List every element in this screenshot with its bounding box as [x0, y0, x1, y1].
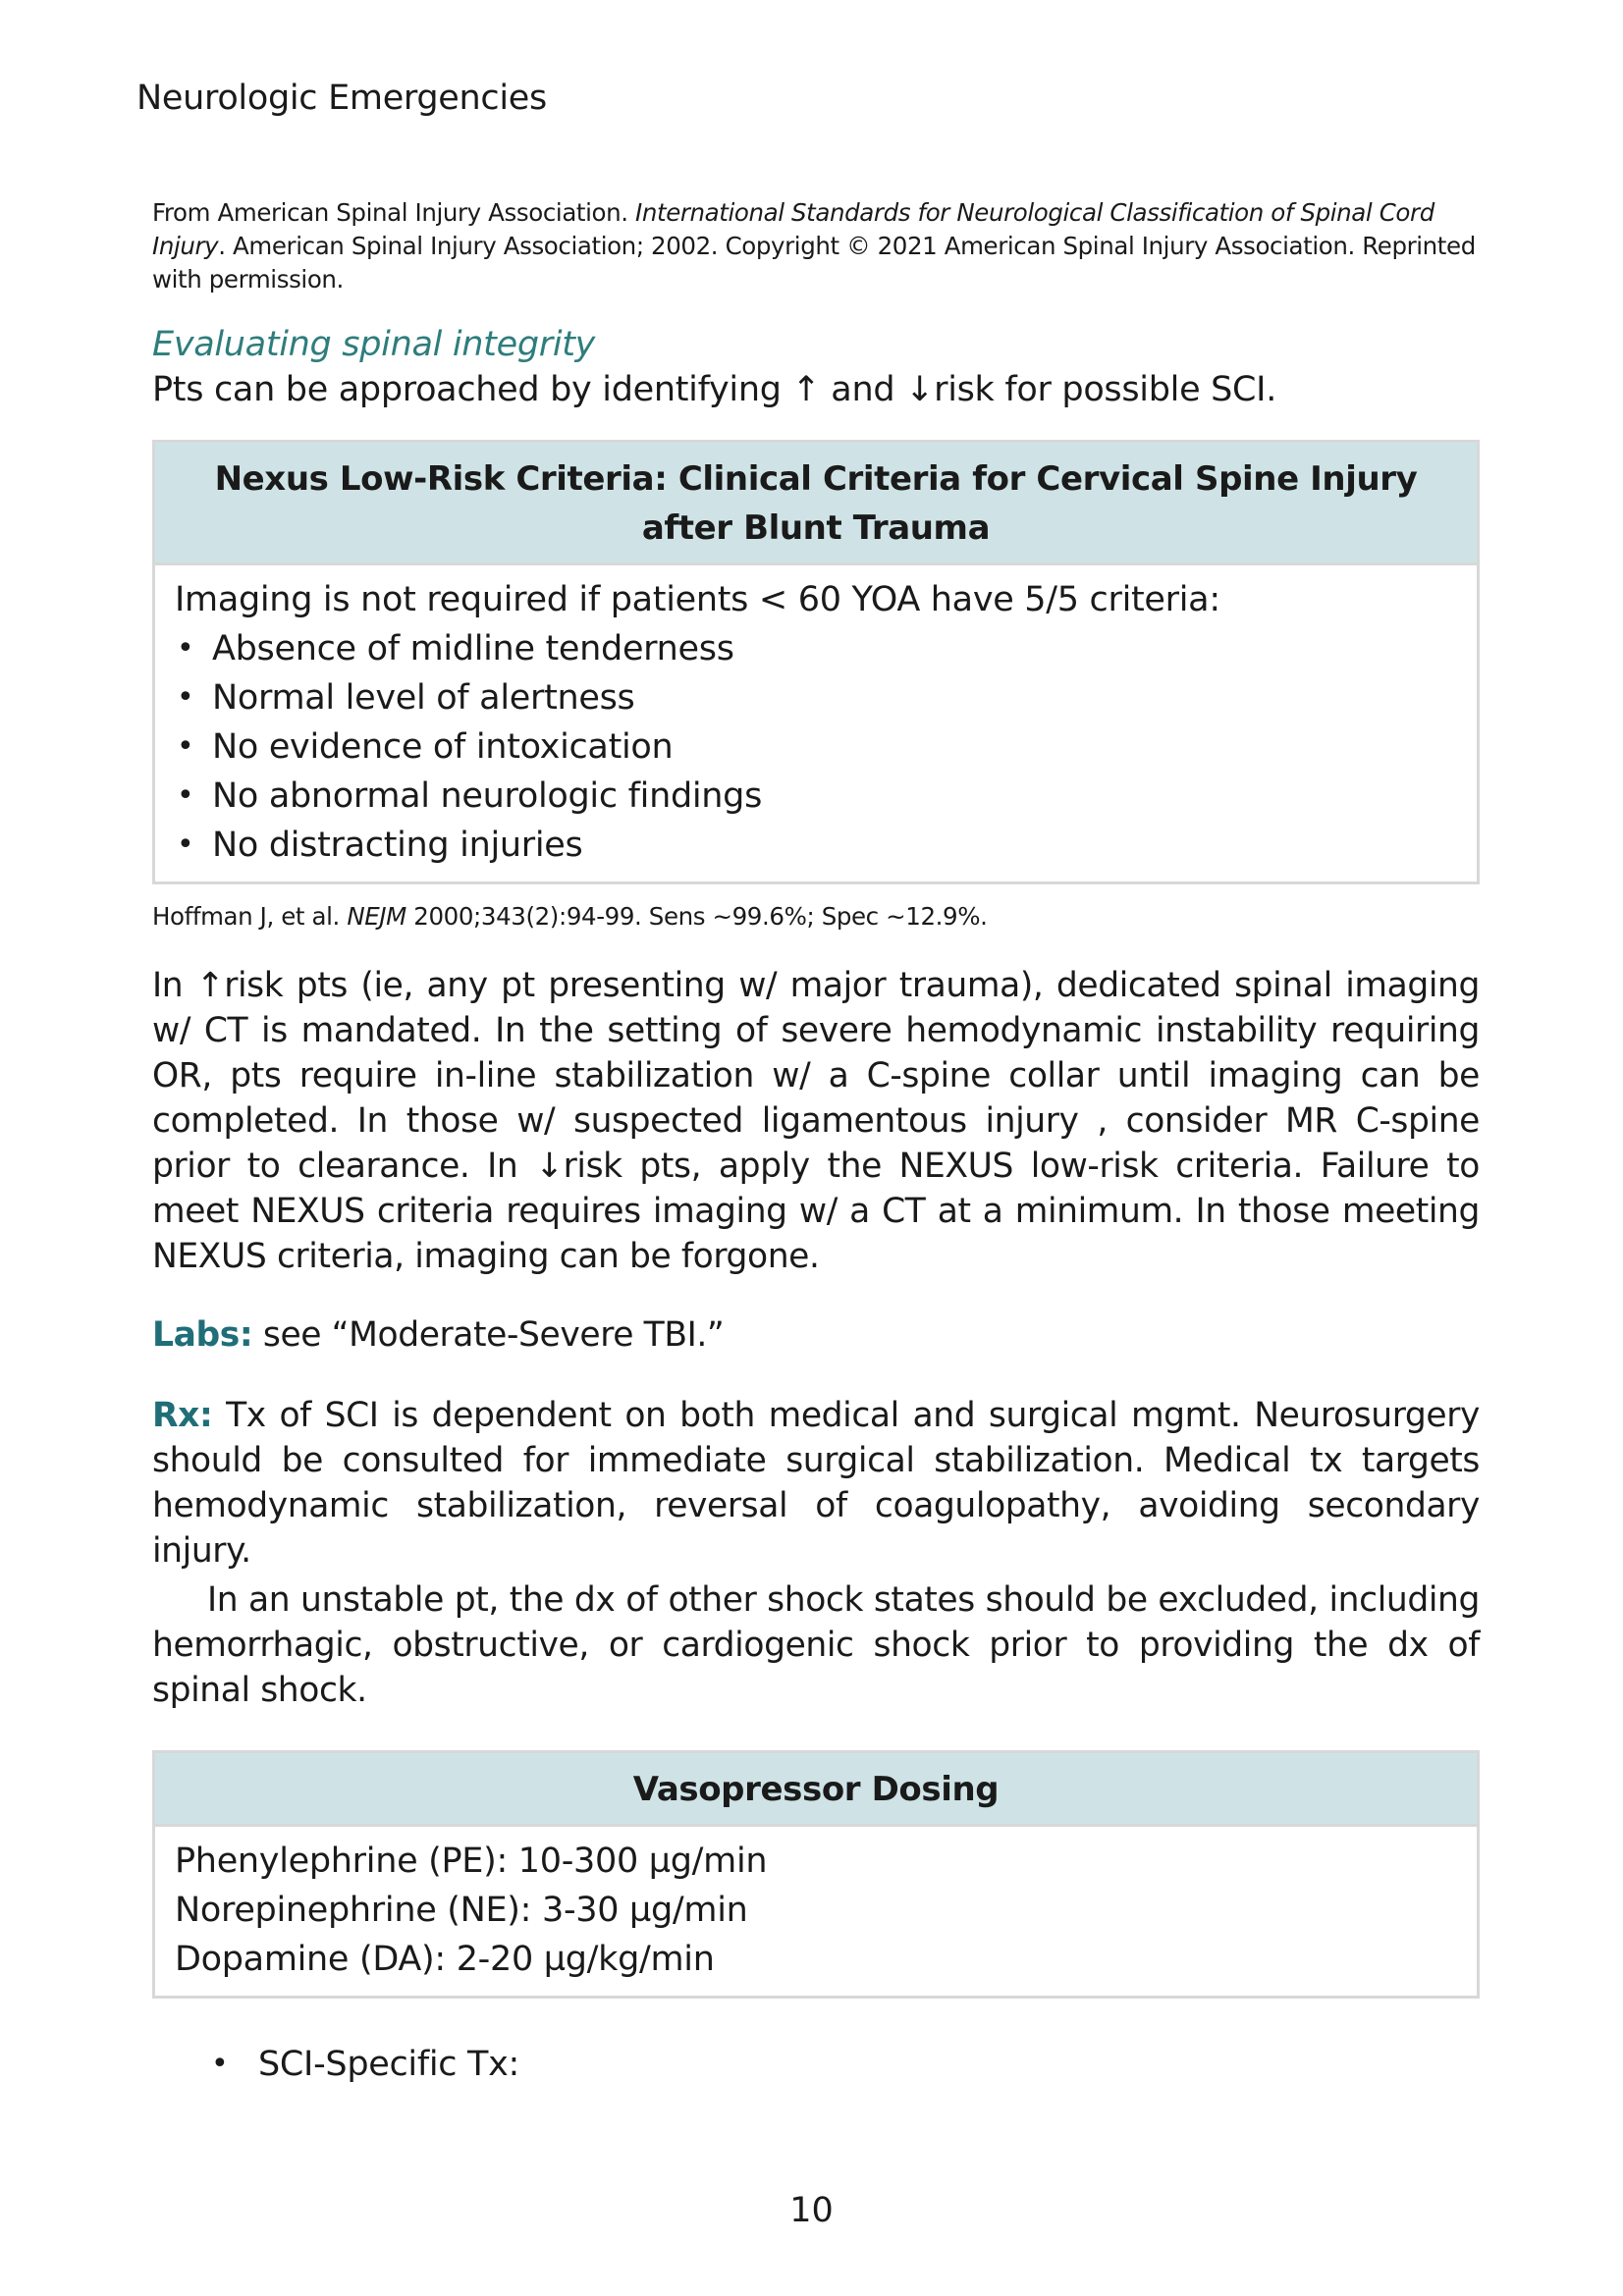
labs-label: Labs:: [152, 1315, 253, 1355]
labs-text: see “Moderate-Severe TBI.”: [252, 1315, 725, 1355]
vasopressor-table-title: Vasopressor Dosing: [155, 1753, 1477, 1827]
nexus-table-lead: Imaging is not required if patients < 60 YOA have 5/5 criteria:: [175, 580, 1220, 619]
table-row: Dopamine (DA): 2-20 µg/kg/min: [175, 1940, 715, 1979]
citation-suffix: 2000;343(2):94-99. Sens ~99.6%; Spec ~12.9%.: [406, 902, 988, 931]
list-item: • No evidence of intoxication: [175, 722, 1457, 772]
rx-text: Tx of SCI is dependent on both medical and surgical mgmt. Neurosurgery should be consulted for immediate surgical stabilization. Medical tx targets hemodynamic stabilization, reversal of coagulopathy, avoiding secondary injury.: [152, 1396, 1480, 1571]
table-row: Phenylephrine (PE): 10-300 µg/min: [175, 1842, 768, 1881]
section-intro: Pts can be approached by identifying ↑ and ↓risk for possible SCI.: [152, 370, 1277, 409]
rx-paragraph: [152, 1393, 1480, 1574]
table-row: Norepinephrine (NE): 3-30 µg/min: [175, 1891, 748, 1930]
page-content: [152, 196, 1480, 2087]
section-heading: Evaluating spinal integrity: [152, 325, 596, 364]
shock-paragraph: In an unstable pt, the dx of other shock states should be excluded, including hemorrhagic, obstructive, or cardiogenic shock prior to providing the dx of spinal shock.: [152, 1580, 1480, 1710]
labs-paragraph: [152, 1312, 1480, 1358]
rx-label: Rx:: [152, 1396, 213, 1435]
figure-credit: [152, 196, 1480, 296]
credit-suffix: . American Spinal Injury Association; 2002. Copyright © 2021 American Spinal Injury Association. Reprinted with permission.: [152, 232, 1476, 294]
list-item: • No abnormal neurologic findings: [175, 772, 1457, 821]
nexus-criteria-table: [152, 440, 1480, 884]
citation-prefix: Hoffman J, et al.: [152, 902, 348, 931]
credit-prefix: From American Spinal Injury Association.: [152, 198, 636, 227]
nexus-criteria-list: [175, 624, 1457, 870]
list-item: • Absence of midline tenderness: [175, 624, 1457, 673]
vasopressor-table: [152, 1750, 1480, 1999]
nexus-table-body: [155, 565, 1477, 881]
page-number: 10: [789, 2191, 834, 2230]
nexus-citation: [152, 900, 1480, 934]
citation-journal: NEJM: [347, 902, 406, 931]
list-item: • Normal level of alertness: [175, 673, 1457, 722]
running-head: Neurologic Emergencies: [136, 79, 547, 118]
vasopressor-table-body: [155, 1827, 1477, 1996]
sci-specific-tx-bullet: • SCI-Specific Tx:: [211, 2042, 1480, 2087]
risk-paragraph: In ↑risk pts (ie, any pt presenting w/ major trauma), dedicated spinal imaging w/ CT is mandated. In the setting of severe hemodynamic instability requiring OR, pts require in-line stabilization w/ a C-spine collar until imaging can be completed. In those w/ suspected ligamentous injury , consider MR C-spine prior to clearance. In ↓risk pts, apply the NEXUS low-risk criteria. Failure to meet NEXUS criteria requires imaging w/ a CT at a minimum. In those meeting NEXUS criteria, imaging can be forgone.: [152, 966, 1480, 1276]
credit-title: International Standards for Neurological Classification of Spinal Cord Injury: [152, 198, 1434, 260]
list-item: • No distracting injuries: [175, 821, 1457, 870]
nexus-table-title: Nexus Low-Risk Criteria: Clinical Criteria for Cervical Spine Injury after Blunt Trauma: [155, 443, 1477, 565]
